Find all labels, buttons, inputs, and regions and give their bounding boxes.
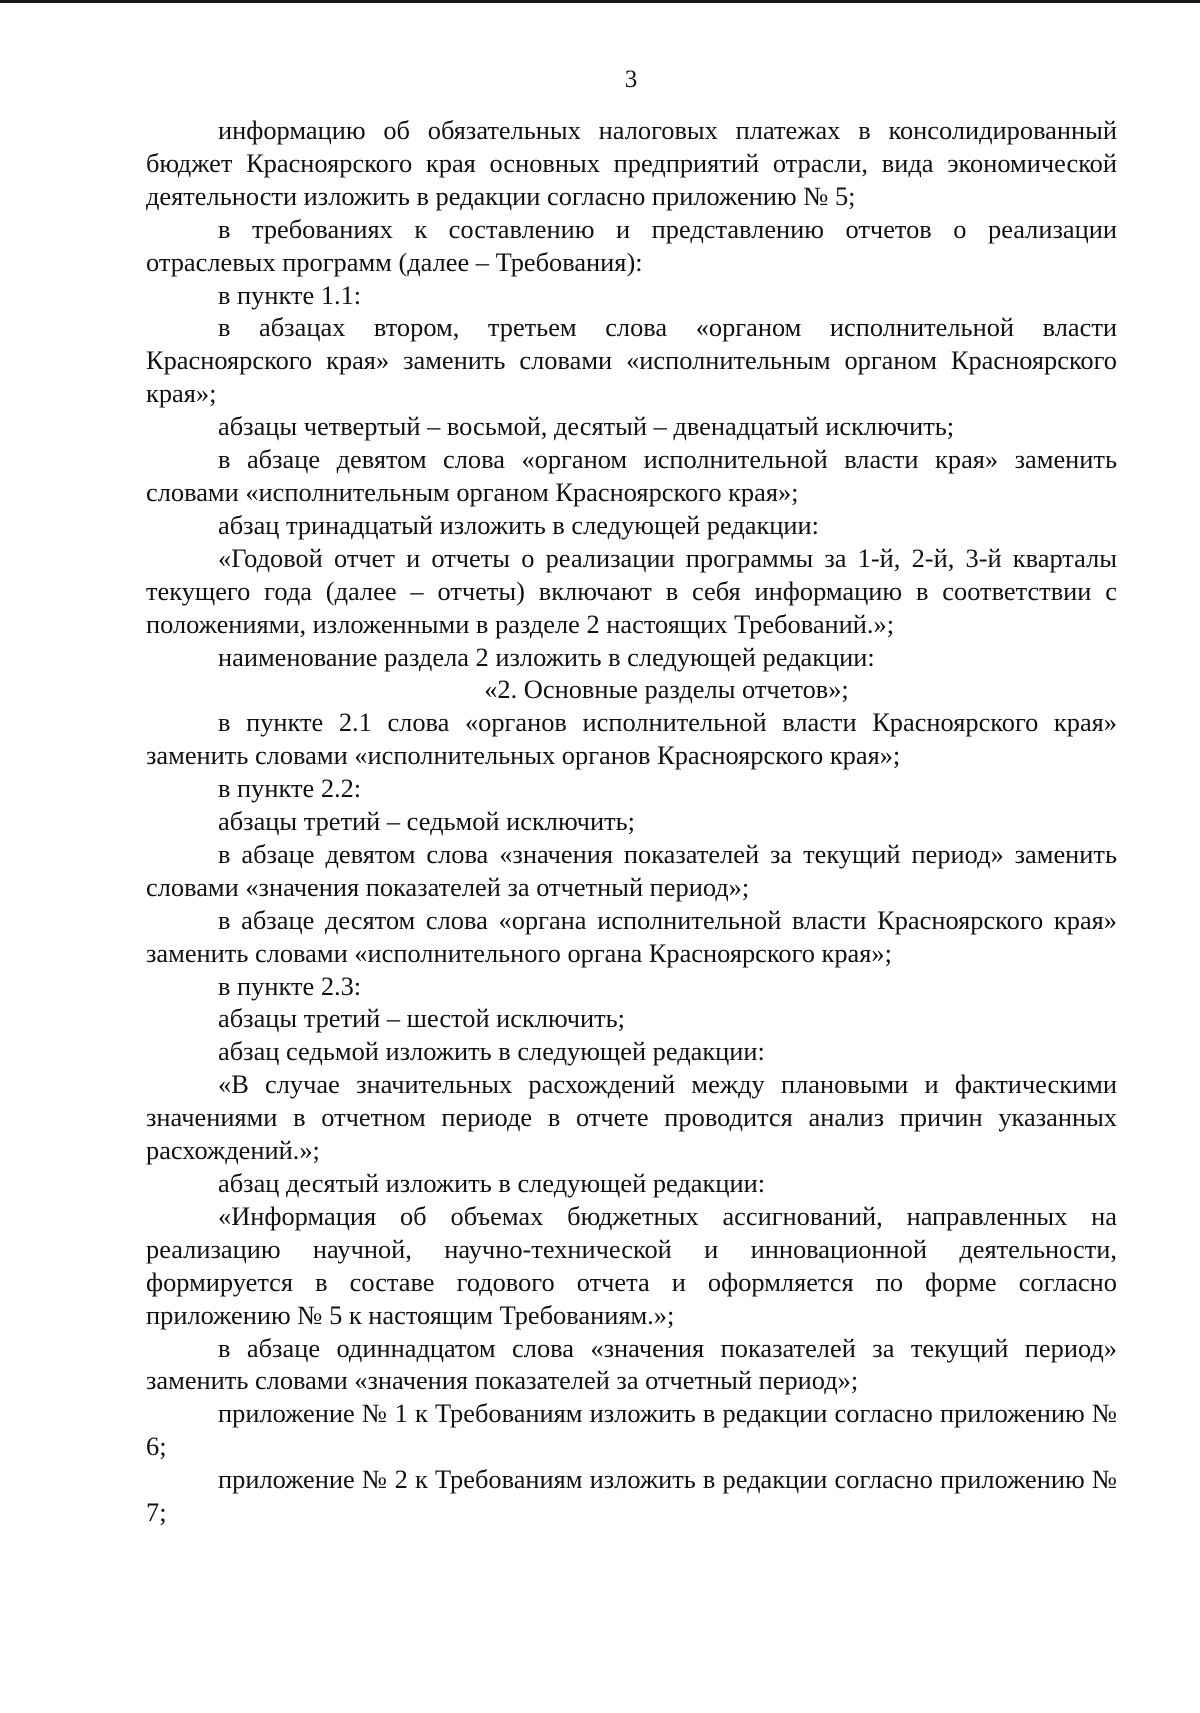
paragraph: в абзацах втором, третьем слова «органом исполнительной власти Красноярского края» заменить словами «исполнительным органом Красноярского края»; [146,312,1117,409]
paragraph: «Годовой отчет и отчеты о реализации программы за 1-й, 2-й, 3-й кварталы текущего года (далее – отчеты) включают в себя информацию в соответствии с положениями, изложенными в разделе 2 настоящих Требований.»; [146,542,1117,639]
document-body [146,114,1117,1529]
scan-top-border [0,0,1200,3]
paragraph: в абзаце одиннадцатом слова «значения показателей за текущий период» заменить словами «значения показателей за отчетный период»; [146,1332,1117,1396]
paragraph: в пункте 2.1 слова «органов исполнительной власти Красноярского края» заменить словами «исполнительных органов Красноярского края»; [146,707,1117,771]
paragraph: приложение № 1 к Требованиям изложить в редакции согласно приложению № 6; [146,1398,1117,1462]
paragraph: в пункте 2.3: [218,970,362,1001]
paragraph: в пункте 1.1: [218,279,362,310]
paragraph: в абзаце девятом слова «органом исполнительной власти края» заменить словами «исполнительным органом Красноярского края»; [146,444,1117,507]
paragraph: абзацы четвертый – восьмой, десятый – двенадцатый исключить; [218,411,955,442]
paragraph: в пункте 2.2: [218,773,362,804]
section-heading-quote: «2. Основные разделы отчетов»; [484,674,849,705]
paragraph: абзацы третий – седьмой исключить; [218,806,635,837]
paragraph: абзацы третий – шестой исключить; [218,1003,626,1034]
paragraph: приложение № 2 к Требованиям изложить в редакции согласно приложению № 7; [146,1464,1117,1528]
paragraph: в абзаце десятом слова «органа исполнительной власти Красноярского края» заменить словами «исполнительного органа Красноярского края»; [146,904,1117,968]
paragraph: информацию об обязательных налоговых платежах в консолидированный бюджет Красноярского края основных предприятий отрасли, вида экономической деятельности изложить в редакции согласно приложению № 5; [146,115,1117,211]
paragraph: наименование раздела 2 изложить в следующей редакции: [218,641,875,672]
paragraph: в требованиях к составлению и представлению отчетов о реализации отраслевых программ (далее – Требования): [146,213,1117,277]
paragraph: «Информация об объемах бюджетных ассигнований, направленных на реализацию научной, научно-технической и инновационной деятельности, формируется в составе годового отчета и оформляется по форме согласно приложению № 5 к настоящим Требованиям.»; [146,1200,1117,1330]
paragraph: «В случае значительных расхождений между плановыми и фактическими значениями в отчетном периоде в отчете проводится анализ причин указанных расхождений.»; [146,1069,1117,1166]
paragraph: абзац седьмой изложить в следующей редакции: [218,1036,765,1067]
paragraph: в абзаце девятом слова «значения показателей за текущий период» заменить словами «значения показателей за отчетный период»; [146,838,1117,902]
page-number: 3 [624,66,638,93]
paragraph: абзац десятый изложить в следующей редакции: [218,1168,766,1198]
paragraph: абзац тринадцатый изложить в следующей редакции: [218,509,819,540]
